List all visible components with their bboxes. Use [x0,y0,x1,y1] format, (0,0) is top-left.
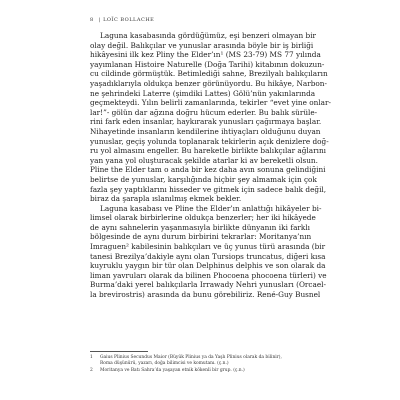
text-line: Imraguen² kabilesinin balıkçıları ve üç yunus türü arasında (bir [90,242,326,252]
footnote-line: Moritanya ve Batı Sahra’da yaşayan etnik kökenli bir grup. (ç.n.) [100,367,245,373]
footnote-line: Roma düşünürü, yazarı, doğa bilimcisi ve komutanı. (ç.n.) [100,361,229,367]
text-line: lar!”- gölün dar ağzına doğru hücum ederler. Bu balık sürüle- [90,107,318,117]
footnote-line: Gaius Plinius Secundus Maior (Büyük Plinius ya da Yaşlı Plinius olarak da bilinir), [100,355,282,360]
text-line: hikâyesini ilk kez Pliny the Elder’ın¹ (MS 23-79) MS 77 yılında [90,50,321,60]
page-number: 8 [90,17,94,23]
footnote [90,368,310,374]
text-line: rini fark eden insanlar, haykırarak yunusları çağırmaya başlar. [90,117,322,127]
text-line: ru yol almasını engeller. Bu hareketle birlikte balıkçılar ağlarını [90,146,326,156]
text-line: kuyruklu yaygın bir tür olan Delphinus delphis ve son olarak da [90,261,326,271]
text-line: yan yana yol oluşturacak şekilde atarlar ki av bereketli olsun. [90,155,318,165]
text-line: Burma’daki yerel balıkçılarla Irrawady Nehri yunusları (Orcael- [90,280,326,290]
text-line: de aynı sahnelerin yaşanmasıyla birlikte dünyanın iki farklı [90,222,310,232]
text-line: cu cildinde görmüştük. Betimlediği sahne, Brezilyalı balıkçıların [90,69,328,79]
text-line: yunuslar, geçiş yolunda toplanarak tekirlerin açık denizlere doğ- [90,136,329,146]
text-line: liman yavruları olarak da bilinen Phocoena phocoena türleri) ve [90,270,327,280]
text-line: geçmekteydi. Yılın belirli zamanlarında, tekirler “evet yine onlar- [90,98,331,108]
footnote [90,355,310,368]
text-line: biraz da şarapla ıslanılmış ekmek bekler. [90,194,242,204]
text-line: yayımlanan Histoire Naturelle (Doğa Tarihi) kitabının dokuzun- [90,59,325,69]
paragraph [90,31,331,204]
text-line: Nihayetinde insanların kendilerine ihtiyaçları olduğunu duyan [90,126,321,136]
footnote-rule [90,351,148,352]
text-line: limsel olarak birbirlerine oldukça benzerler; her iki hikâyede [90,213,316,223]
text-line: Laguna kasabasında gördüğümüz, eşi benzeri olmayan bir [100,31,317,40]
text-line: yaşadıklarıyla oldukça benzer görünüyordu. Bu hikâye, Narbon- [90,78,327,88]
text-line: la brevirostris) arasında da bunu görebiliriz. René-Guy Busnel [90,290,321,300]
footnotes [90,355,310,374]
footnote-number: 2 [90,367,93,373]
text-line: belirtse de yunuslar, karşılığında hiçbir şey almamak için çok [90,174,317,184]
text-line: fazla şey yaptıklarını hisseder ve gitmek için sadece balık değil, [90,184,327,194]
text-line: ne şehrindeki Laterre (şimdiki Lattes) Gölü’nün yakınlarında [90,88,316,98]
paragraph [90,203,327,300]
body-text [90,31,331,300]
text-line: Laguna kasabası ve Pline the Elder’ın anlattığı hikâyeler bi- [100,203,322,213]
text-line: Pline the Elder tam o anda bir kez daha avın sonuna gelindiğini [90,165,326,175]
header-separator: | [98,17,101,23]
text-line: bölgesinde de aynı durum birbirini tekrarlar: Moritanya’nın [90,232,312,242]
text-line: tanesi Brezilya’dakiyle aynı olan Tursiops truncatus, diğeri kısa [90,251,326,261]
text-line: olay değil. Balıkçılar ve yunuslar arasında böyle bir iş birliği [90,40,314,50]
header-author: LOÏC BOLLACHE [103,17,155,23]
footnote-number: 1 [90,355,93,360]
running-header [90,17,154,23]
